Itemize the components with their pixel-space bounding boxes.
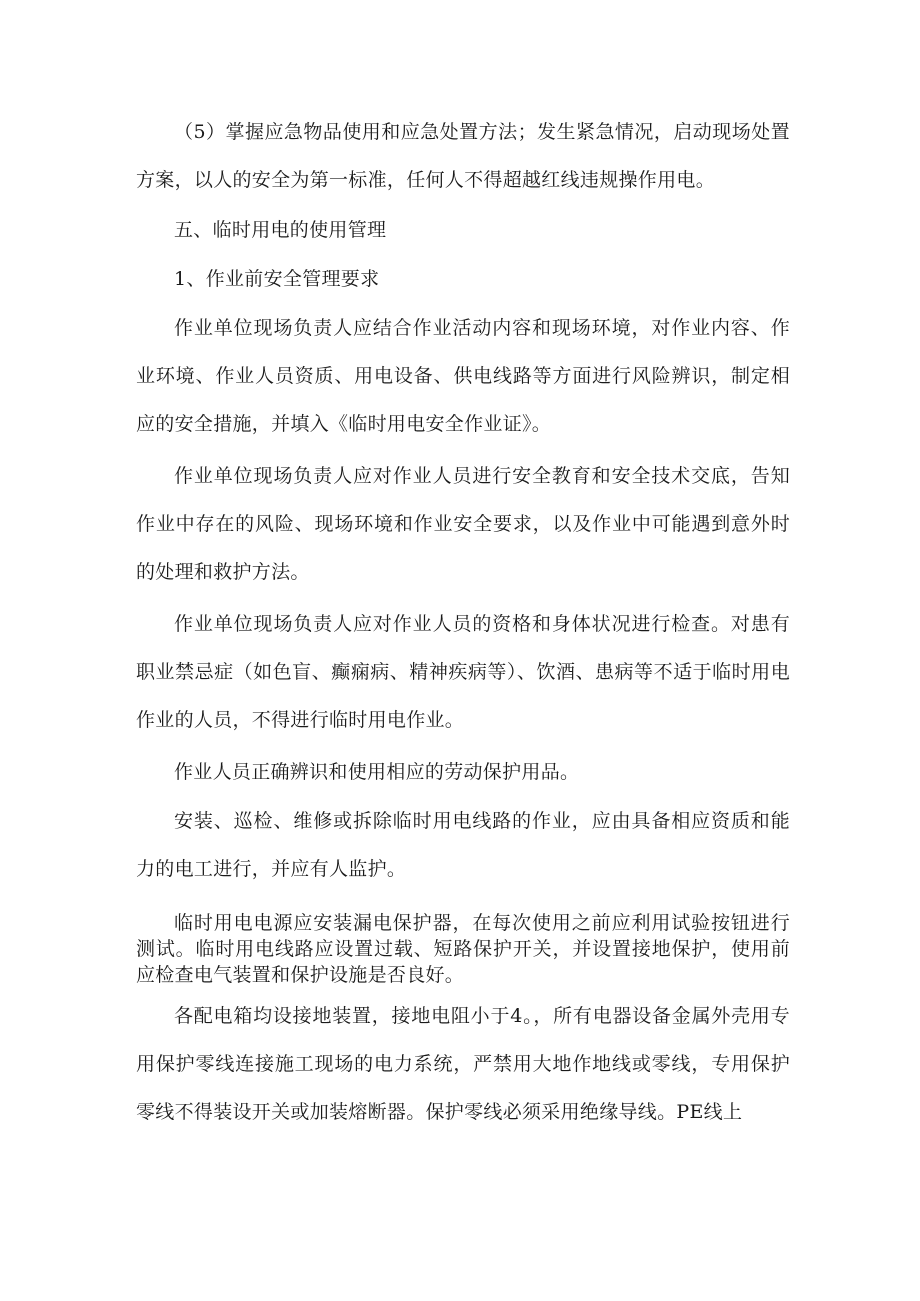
subsection-heading-pre-work: 1、作业前安全管理要求 (174, 268, 380, 290)
paragraph-leakage-protection: 临时用电电源应安装漏电保护器，在每次使用之前应利用试验按钮进行测试。临时用电线路应设置过载、短路保护开关，并设置接地保护，使用前应检查电气装置和保护设施是否良好。 (136, 912, 790, 986)
section-heading-usage-management: 五、临时用电的使用管理 (174, 219, 387, 241)
paragraph-emergency-handling: （5）掌握应急物品使用和应急处置方法；发生紧急情况，启动现场处置方案，以人的安全为第一标准，任何人不得超越红线违规操作用电。 (136, 121, 790, 191)
paragraph-qualification-check: 作业单位现场负责人应对作业人员的资格和身体状况进行检查。对患有职业禁忌症（如色盲、癫痫病、精神疾病等）、饮酒、患病等不适于临时用电作业的人员，不得进行临时用电作业。 (136, 613, 790, 731)
paragraph-risk-identification: 作业单位现场负责人应结合作业活动内容和现场环境，对作业内容、作业环境、作业人员资质、用电设备、供电线路等方面进行风险辨识，制定相应的安全措施，并填入《临时用电安全作业证》。 (136, 317, 790, 435)
paragraph-protective-equipment: 作业人员正确辨识和使用相应的劳动保护用品。 (174, 761, 580, 783)
paragraph-safety-education: 作业单位现场负责人应对作业人员进行安全教育和安全技术交底，告知作业中存在的风险、现场环境和作业安全要求，以及作业中可能遇到意外时的处理和救护方法。 (136, 465, 790, 583)
paragraph-grounding: 各配电箱均设接地装置，接地电阻小于4。，所有电器设备金属外壳用专用保护零线连接施工现场的电力系统，严禁用大地作地线或零线，专用保护零线不得装设开关或加装熔断器。保护零线必须采用绝缘导线。PE线上 (136, 1005, 790, 1123)
paragraph-electrician-requirement: 安装、巡检、维修或拆除临时用电线路的作业，应由具备相应资质和能力的电工进行，并应有人监护。 (136, 810, 790, 880)
